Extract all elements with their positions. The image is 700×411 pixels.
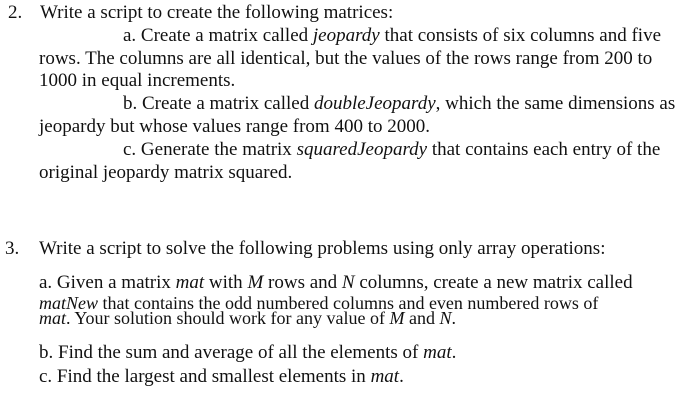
problem-2-number: 2.: [8, 2, 23, 23]
problem-2c-line-1: [123, 140, 660, 160]
emphasis: jeopardy: [312, 25, 380, 46]
emphasis: mat: [175, 272, 205, 293]
text: .: [451, 308, 456, 328]
emphasis: doubleJeopardy: [313, 93, 436, 114]
text: .: [451, 342, 457, 363]
text: b. Create a matrix called: [123, 93, 314, 114]
emphasis: matNew: [39, 293, 99, 313]
problem-2a-line-3: 1000 in equal increments.: [39, 70, 236, 91]
text: b. Find the sum and average of all the elements of: [39, 342, 424, 363]
problem-2a-line-1: [123, 26, 661, 46]
problem-3c-line-1: [39, 367, 404, 387]
problem-2b-line-2: jeopardy but whose values range from 400 to 2000.: [39, 116, 430, 137]
problem-3a-line-1: [39, 273, 633, 293]
emphasis: M: [247, 272, 264, 293]
text: that contains each entry of the: [427, 139, 661, 160]
problem-2c-line-2: original jeopardy matrix squared.: [39, 162, 293, 183]
problem-2-intro: Write a script to create the following matrices:: [40, 2, 394, 23]
text: c. Generate the matrix: [123, 139, 297, 160]
problem-2a-line-2: rows. The columns are all identical, but the values of the rows range from 200 to: [39, 48, 653, 69]
text: .: [399, 366, 404, 387]
emphasis: M: [389, 308, 405, 328]
problem-3b-line-1: [39, 343, 456, 363]
emphasis: mat: [39, 308, 66, 328]
emphasis: mat: [423, 342, 452, 363]
text: and: [404, 308, 440, 328]
text: that contains the odd numbered columns and even numbered rows of: [98, 293, 599, 313]
text: columns, create a new matrix called: [354, 272, 633, 293]
text: , which the same dimensions as: [435, 93, 676, 114]
problem-2b-line-1: [123, 94, 675, 114]
problem-3-intro: Write a script to solve the following problems using only array operations:: [39, 238, 606, 259]
emphasis: squaredJeopardy: [296, 139, 428, 160]
text: . Your solution should work for any value of: [66, 308, 390, 328]
text: a. Create a matrix called: [123, 25, 313, 46]
text: that consists of six columns and five: [379, 25, 662, 46]
emphasis: N: [439, 308, 452, 328]
problem-3a-line-3: [39, 308, 456, 328]
emphasis: N: [341, 272, 355, 293]
text: with: [204, 272, 248, 293]
problem-3-number: 3.: [5, 238, 20, 259]
text: c. Find the largest and smallest elements in: [39, 366, 371, 387]
text: a. Given a matrix: [39, 272, 176, 293]
emphasis: mat: [370, 366, 400, 387]
text: rows and: [263, 272, 342, 293]
